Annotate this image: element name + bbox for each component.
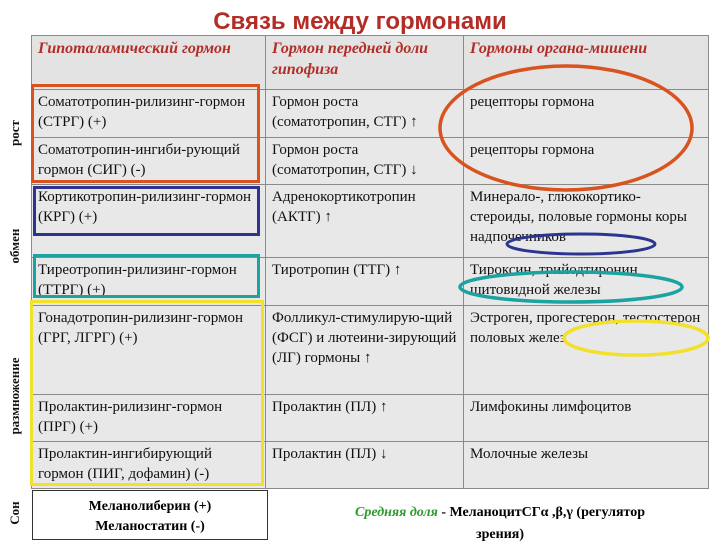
header-pituitary: Гормон передней доли гипофиза [266, 36, 464, 90]
table-cell: Соматотропин-ингиби-рующий гормон (СИГ) (-) [32, 138, 266, 185]
table-cell: Тиротропин (ТТГ) ↑ [266, 258, 464, 306]
middle-lobe-text: - МеланоцитСГα ,β,γ (регулятор [437, 505, 645, 520]
table-row [32, 306, 709, 395]
table-cell: Гормон роста (соматотропин, СТГ) ↑ [266, 90, 464, 138]
side-label-reproduction: размножение [7, 357, 22, 435]
table-cell: Пролактин-рилизинг-гормон (ПРГ) (+) [32, 395, 266, 442]
table-cell: Тиреотропин-рилизинг-гормон (ТТРГ) (+) [32, 258, 266, 306]
table-cell: рецепторы гормона [464, 90, 709, 138]
side-label-metabolism: обмен [7, 228, 22, 264]
header-hypothalamic: Гипоталамический гормон [32, 36, 266, 90]
table-header-row [32, 36, 709, 90]
table-cell: Эстроген, прогестерон, тестостерон половых желез [464, 306, 709, 395]
table-cell: Адренокортикотропин (АКТГ) ↑ [266, 185, 464, 258]
melanotropic-box [32, 490, 268, 540]
table-row [32, 442, 709, 489]
table-cell: Лимфокины лимфоцитов [464, 395, 709, 442]
page-title: Связь между гормонами [213, 8, 507, 35]
bottom-left-line2: Меланостатин (-) [95, 519, 205, 534]
middle-lobe-label: Средняя доля [354, 505, 438, 520]
table-cell: Пролактин (ПЛ) ↓ [266, 442, 464, 489]
middle-lobe-note [290, 502, 710, 546]
table-cell: рецепторы гормона [464, 138, 709, 185]
table-cell: Соматотропин-рилизинг-гормон (СТРГ) (+) [32, 90, 266, 138]
table-cell: Кортикотропин-рилизинг-гормон (КРГ) (+) [32, 185, 266, 258]
table-cell: Фолликул-стимулирую-щий (ФСГ) и лютеини-зирующий (ЛГ) гормоны ↑ [266, 306, 464, 395]
header-target: Гормоны органа-мишени [464, 36, 709, 90]
table-cell: Пролактин-ингибирующий гормон (ПИГ, дофамин) (-) [32, 442, 266, 489]
table-row [32, 258, 709, 306]
middle-lobe-line2: зрения) [476, 527, 524, 542]
table-cell: Минерало-, глюкокортико-стероиды, половые гормоны коры надпочечников [464, 185, 709, 258]
table-cell: Гонадотропин-рилизинг-гормон (ГРГ, ЛГРГ) (+) [32, 306, 266, 395]
side-label-sleep: Сон [7, 501, 22, 525]
table-cell: Пролактин (ПЛ) ↑ [266, 395, 464, 442]
table-cell: Тироксин, трийодтиронин щитовидной железы [464, 258, 709, 306]
table-cell: Молочные железы [464, 442, 709, 489]
hormone-table [31, 35, 709, 489]
table-row [32, 395, 709, 442]
table-cell: Гормон роста (соматотропин, СТГ) ↓ [266, 138, 464, 185]
table-row [32, 185, 709, 258]
table-row [32, 90, 709, 138]
bottom-left-line1: Меланолиберин (+) [88, 499, 212, 514]
side-label-growth: рост [7, 120, 22, 146]
table-row [32, 138, 709, 185]
